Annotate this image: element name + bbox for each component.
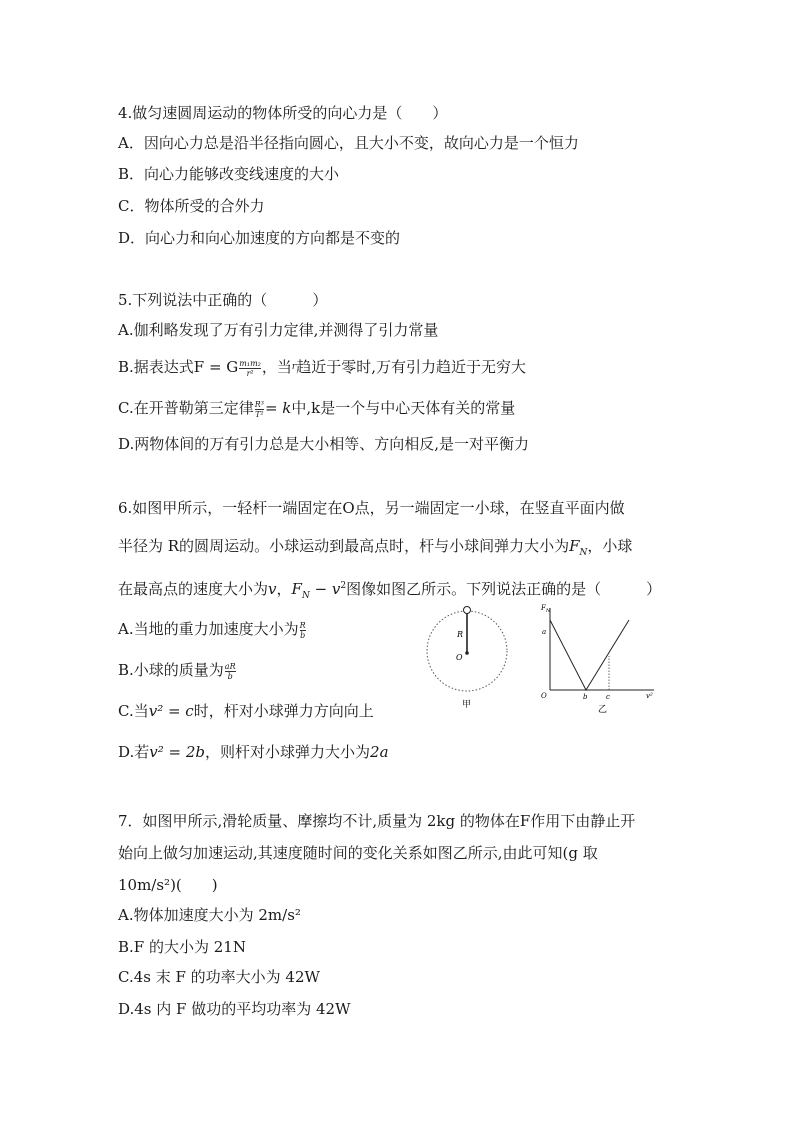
q6-line-1: 6.如图甲所示，一轻杆一端固定在O点，另一端固定一小球，在竖直平面内做 xyxy=(118,499,625,517)
q5-option-b: B.据表达式F = G $\frac{\text{m₁m₂}}{\text{r²}}$ ，当$^r$趋近于零时,万有引力趋近于无穷大 xyxy=(118,358,526,378)
q6-option-b: B.小球的质量为 $\frac{aR}{b}$ xyxy=(118,661,236,681)
q5-c-fraction: $\frac{\text{R³}}{\text{T²}}$ xyxy=(254,399,264,419)
q7-option-c: C.4s 末 F 的功率大小为 42W xyxy=(118,968,320,986)
label-r: R xyxy=(457,630,464,639)
q7-line-2: 始向上做匀加速运动,其速度随时间的变化关系如图乙所示,由此可知(g 取 xyxy=(118,844,598,862)
q4-stem: 4.做匀速圆周运动的物体所受的向心力是（ ） xyxy=(118,104,448,122)
q6-a-fraction: $\frac{R}{b}$ xyxy=(299,620,306,640)
b-label: b xyxy=(583,693,588,701)
q7-option-a: A.物体加速度大小为 2m/s² xyxy=(118,906,301,924)
q6-option-c: C.当v² = c时，杆对小球弹力方向向上 xyxy=(118,702,374,720)
caption-jia: 甲 xyxy=(462,700,472,710)
origin-label: O xyxy=(541,692,547,700)
graph-line xyxy=(550,620,629,690)
a-label: a xyxy=(542,628,547,636)
q5-b-fraction: $\frac{\text{m₁m₂}}{\text{r²}}$ xyxy=(239,358,261,378)
q5-option-a: A.伽利略发现了万有引力定律,并测得了引力常量 xyxy=(118,321,439,339)
c-label: c xyxy=(606,693,610,701)
q7-line-1: 7．如图甲所示,滑轮质量、摩擦均不计,质量为 2kg 的物体在F作用下由静止开 xyxy=(118,812,636,830)
q7-line-3: 10m/s²)( ) xyxy=(118,876,218,894)
q5-stem: 5.下列说法中正确的（ ） xyxy=(118,291,328,309)
ball xyxy=(464,607,471,614)
caption-yi: 乙 xyxy=(598,705,608,715)
x-axis-label: v² xyxy=(646,692,653,700)
q4-option-a: A．因向心力总是沿半径指向圆心，且大小不变，故向心力是一个恒力 xyxy=(118,134,579,152)
q6-b-fraction: $\frac{aR}{b}$ xyxy=(224,661,236,681)
figure-yi xyxy=(536,600,666,715)
label-o: O xyxy=(456,653,463,662)
q5-option-c: C.在开普勒第三定律 $\frac{\text{R³}}{\text{T²}}$ = k中,k是一个与中心天体有关的常量 xyxy=(118,399,516,419)
q6-line-3: 在最高点的速度大小为v，$F_N - v^2$图像如图乙所示。下列说法正确的是（ ） xyxy=(118,580,662,601)
q7-option-b: B.F 的大小为 21N xyxy=(118,938,246,956)
q5-option-d: D.两物体间的万有引力总是大小相等、方向相反,是一对平衡力 xyxy=(118,435,530,453)
y-axis-label: $F_N$ xyxy=(541,604,551,614)
q6-option-d: D.若v² = 2b，则杆对小球弹力大小为2a xyxy=(118,743,389,761)
q4-option-b: B．向心力能够改变线速度的大小 xyxy=(118,165,340,183)
q6-line-2: 半径为 R的圆周运动。小球运动到最高点时，杆与小球间弹力大小为$F_N$，小球 xyxy=(118,537,633,558)
q4-option-d: D．向心力和向心加速度的方向都是不变的 xyxy=(118,229,401,247)
pivot-o xyxy=(465,651,469,655)
figure-jia xyxy=(420,600,520,710)
q4-option-c: C．物体所受的合外力 xyxy=(118,197,265,215)
q7-option-d: D.4s 内 F 做功的平均功率为 42W xyxy=(118,1000,351,1018)
q6-option-a: A.当地的重力加速度大小为 $\frac{R}{b}$ xyxy=(118,620,306,640)
